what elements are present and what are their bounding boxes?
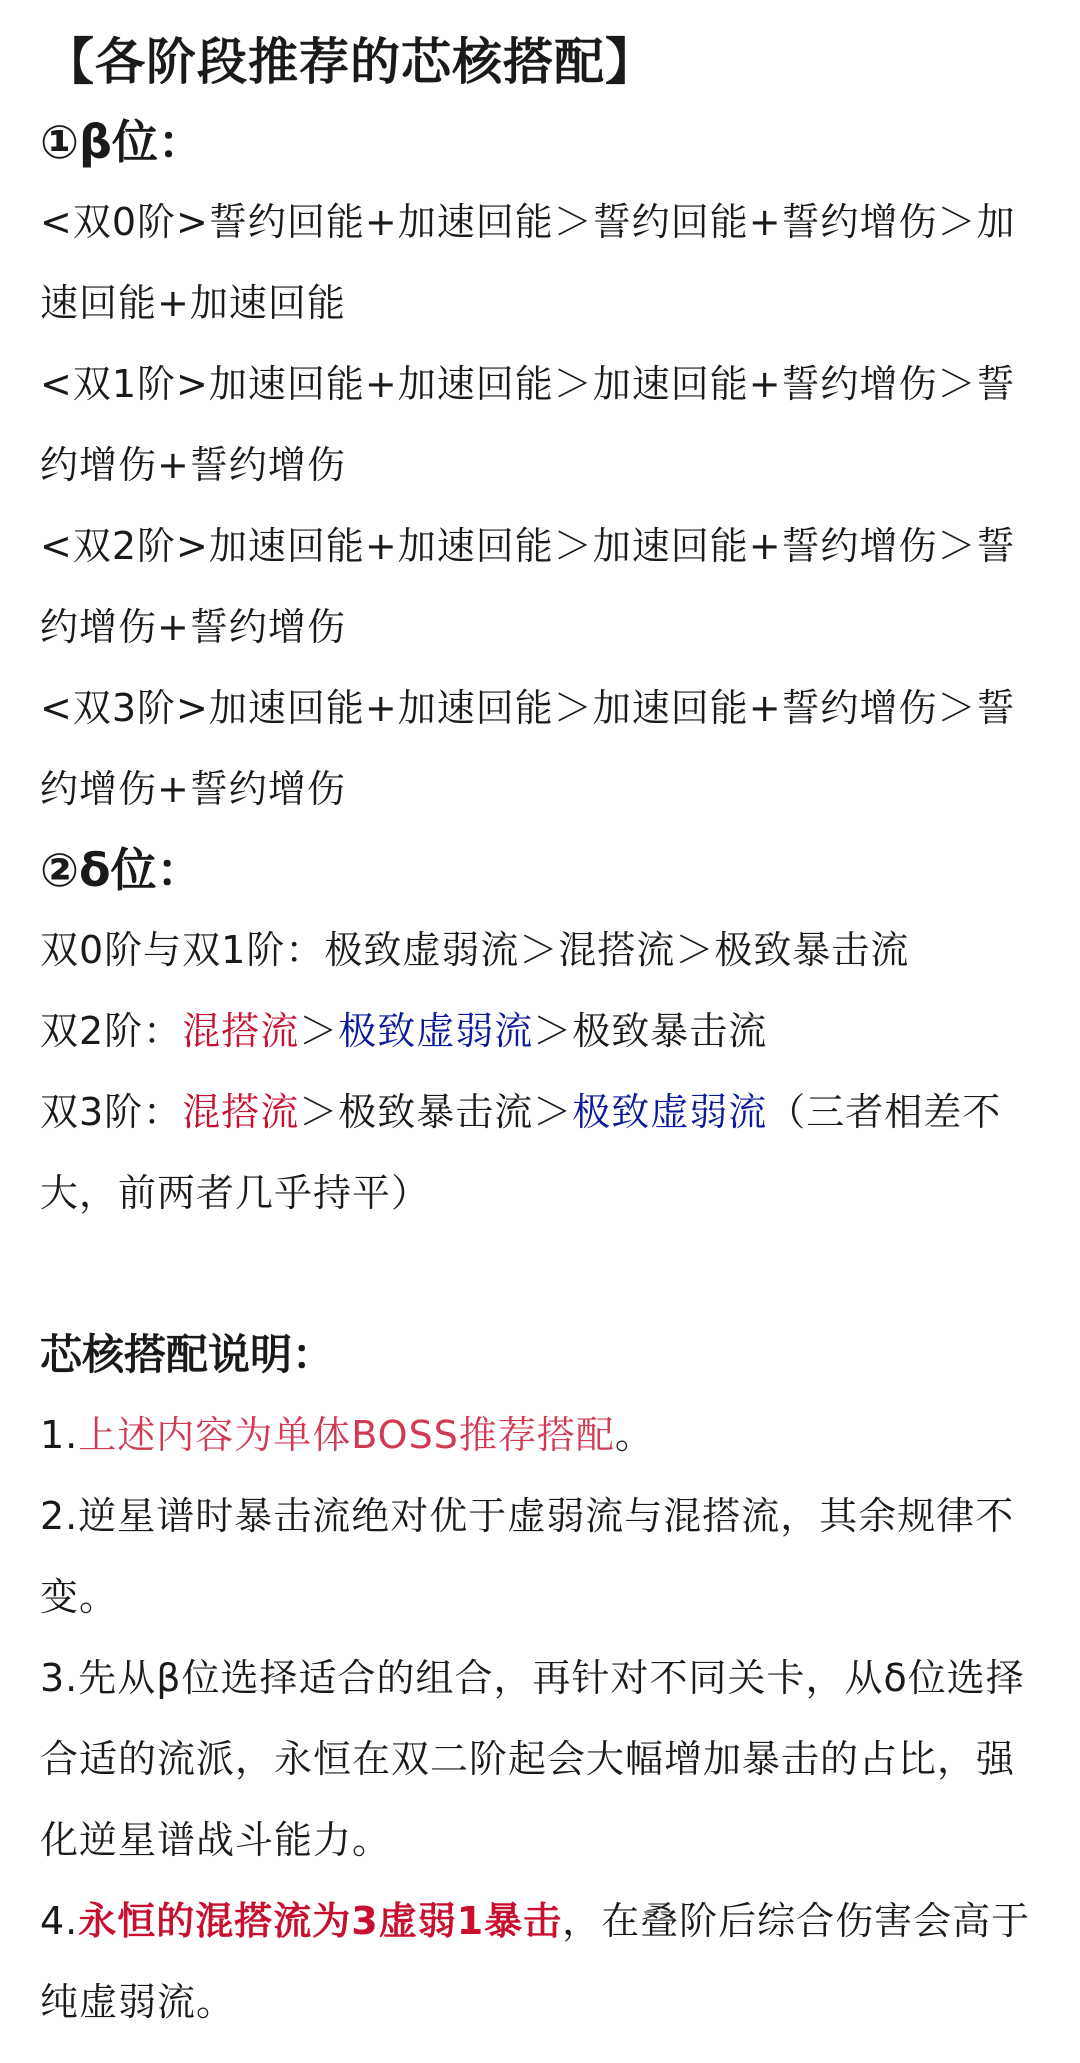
beta-row-3: <双3阶>加速回能+加速回能＞加速回能+誓约增伤＞誓约增伤+誓约增伤 xyxy=(40,686,1016,811)
note-1-num: 1. xyxy=(40,1413,79,1457)
delta-row-3-red: 混搭流 xyxy=(182,1090,300,1134)
note-1-highlight: 上述内容为单体BOSS推荐搭配 xyxy=(78,1413,615,1457)
notes-heading: 芯核搭配说明： xyxy=(40,1330,335,1379)
note-4-rest: ，在叠阶后综合伤害会高于纯虚弱流。 xyxy=(40,1899,1031,2024)
beta-row-1: <双1阶>加速回能+加速回能＞加速回能+誓约增伤＞誓约增伤+誓约增伤 xyxy=(40,362,1016,487)
note-1 xyxy=(40,1395,1042,1476)
page-title: 【各阶段推荐的芯核搭配】 xyxy=(44,33,656,91)
note-1-end: 。 xyxy=(614,1413,654,1457)
delta-row-2-rest: ＞极致暴击流 xyxy=(533,1009,768,1053)
delta-row-1: 双0阶与双1阶：极致虚弱流＞混搭流＞极致暴击流 xyxy=(40,928,910,972)
delta-row-3-rest: （三者相差不大，前两者几乎持平） xyxy=(40,1090,1002,1215)
beta-row-2: <双2阶>加速回能+加速回能＞加速回能+誓约增伤＞誓约增伤+誓约增伤 xyxy=(40,524,1016,649)
delta-row-2 xyxy=(40,991,1042,1072)
delta-row-3-prefix: 双3阶： xyxy=(40,1090,183,1134)
delta-row-2-prefix: 双2阶： xyxy=(40,1009,183,1053)
beta-heading: ①β位： xyxy=(40,115,204,169)
delta-row-3 xyxy=(40,1072,1042,1234)
delta-row-2-sep: ＞ xyxy=(299,1009,339,1053)
delta-row-3-mid: ＞极致暴击流＞ xyxy=(299,1090,573,1134)
note-4 xyxy=(40,1881,1042,2043)
delta-row-3-blue: 极致虚弱流 xyxy=(572,1090,768,1134)
delta-row-2-red: 混搭流 xyxy=(182,1009,300,1053)
note-3: 3.先从β位选择适合的组合，再针对不同关卡，从δ位选择合适的流派，永恒在双二阶起会大幅增加暴击的占比，强化逆星谱战斗能力。 xyxy=(40,1656,1025,1862)
beta-row-0: <双0阶>誓约回能+加速回能＞誓约回能+誓约增伤＞加速回能+加速回能 xyxy=(40,200,1016,325)
delta-heading: ②δ位： xyxy=(40,843,203,897)
note-4-num: 4. xyxy=(40,1899,79,1943)
spacer xyxy=(40,1234,1042,1314)
delta-row-2-blue: 极致虚弱流 xyxy=(338,1009,534,1053)
note-2: 2.逆星谱时暴击流绝对优于虚弱流与混搭流，其余规律不变。 xyxy=(40,1494,1015,1619)
note-4-highlight: 永恒的混搭流为3虚弱1暴击 xyxy=(78,1899,563,1943)
